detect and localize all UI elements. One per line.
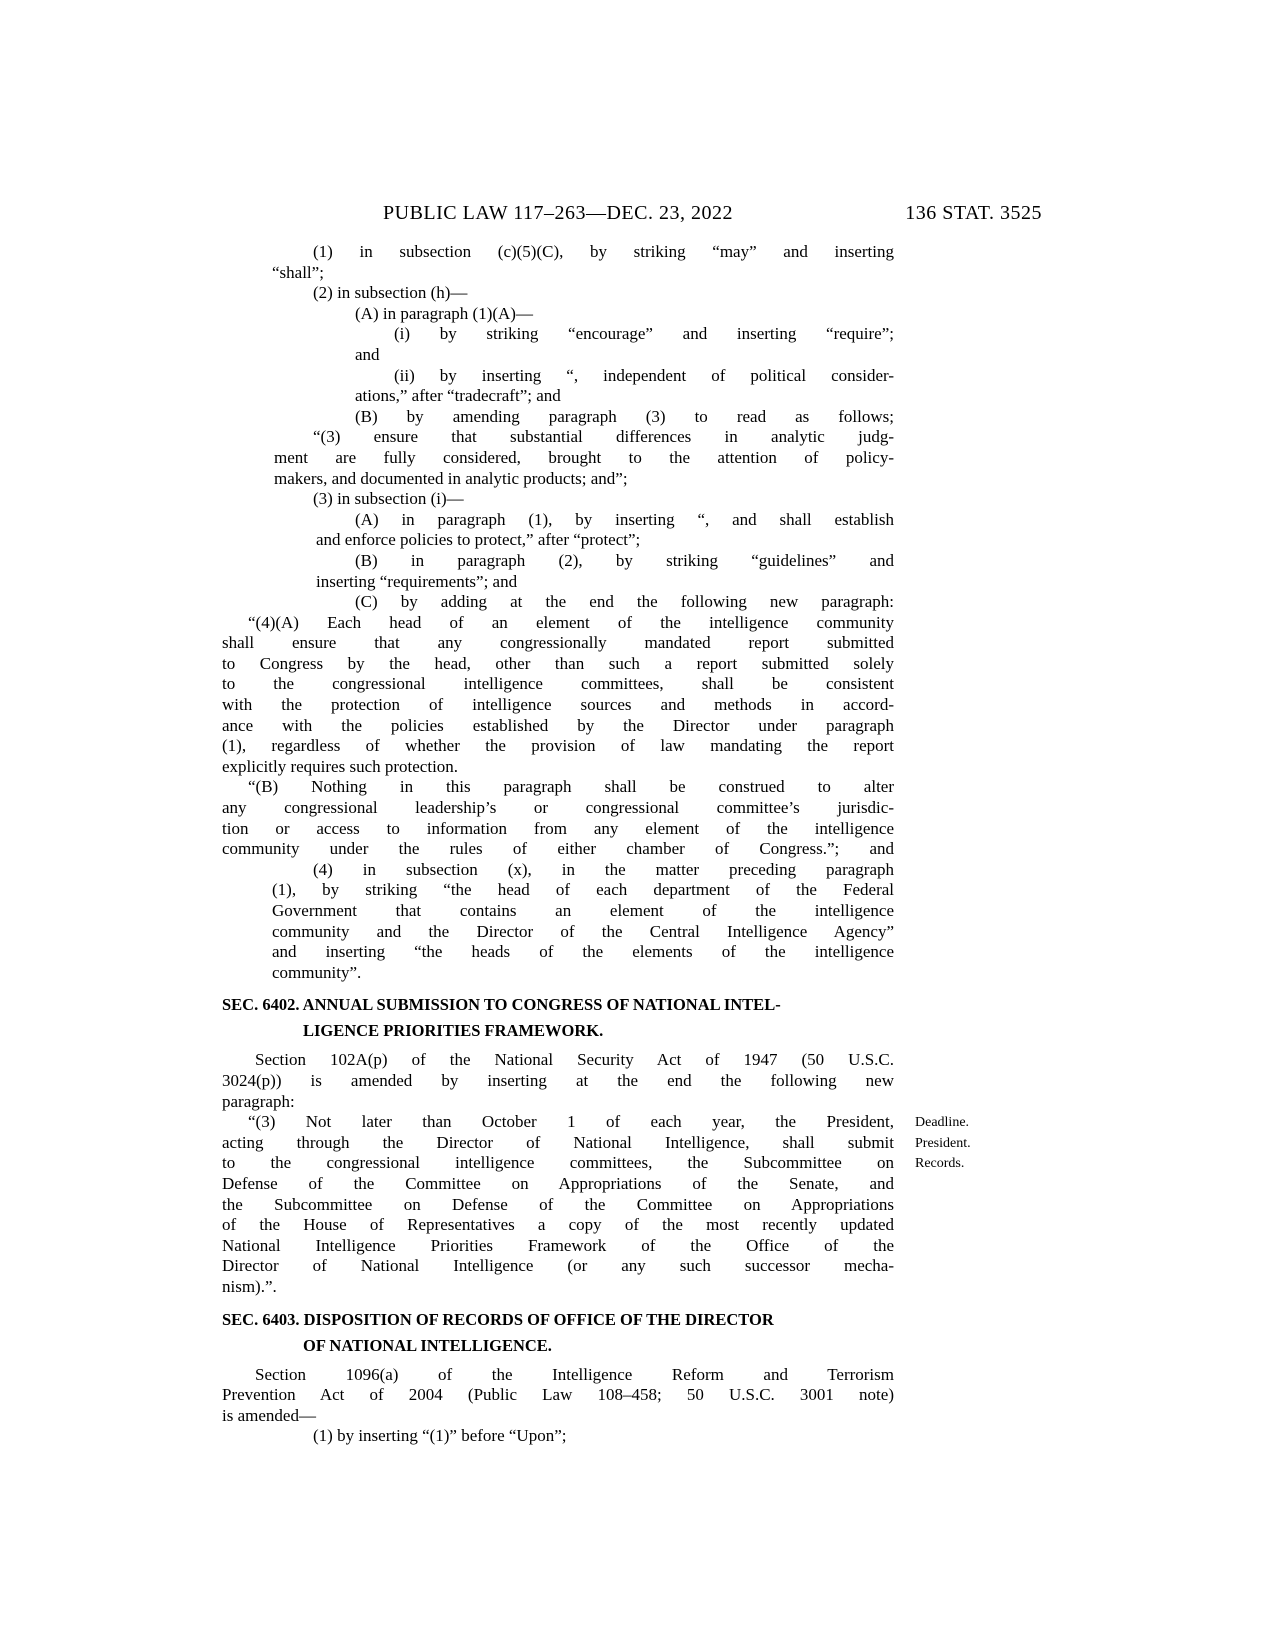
statute-text-column <box>222 242 971 1447</box>
statute-text-line: to the congressional intelligence committees, shall be consistent <box>222 674 894 694</box>
statute-text-line: (A) in paragraph (1)(A)— <box>355 303 533 323</box>
running-head <box>0 202 1275 232</box>
statute-text-line: and inserting “the heads of the elements of the intelligence <box>272 942 894 962</box>
statute-text-line: Section 102A(p) of the National Security Act of 1947 (50 U.S.C. <box>255 1050 894 1070</box>
statute-text-line: ations,” after “tradecraft”; and <box>355 386 561 406</box>
statute-paragraph <box>222 324 894 365</box>
statute-text-line: Defense of the Committee on Appropriations of the Senate, and <box>222 1173 894 1193</box>
statute-paragraph <box>222 592 894 613</box>
statute-text-line: Section 1096(a) of the Intelligence Reform and Terrorism <box>255 1364 894 1384</box>
section-heading <box>222 992 894 1044</box>
section-heading-line: SEC. 6402. ANNUAL SUBMISSION TO CONGRESS OF NATIONAL INTEL- <box>222 995 781 1015</box>
statute-text-line: (1), by striking “the head of each department of the Federal <box>272 880 894 900</box>
law-title: PUBLIC LAW 117–263—DEC. 23, 2022 <box>383 202 733 224</box>
statute-text-line: and enforce policies to protect,” after “protect”; <box>316 530 641 550</box>
statute-paragraph <box>222 860 894 984</box>
statute-paragraph <box>222 1365 894 1427</box>
statute-text-line: community and the Director of the Central Intelligence Agency” <box>272 921 894 941</box>
statute-text-line: the Subcommittee on Defense of the Committee on Appropriations <box>222 1194 894 1214</box>
statute-text-line: with the protection of intelligence sources and methods in accord- <box>222 695 894 715</box>
statute-text-line: 3024(p)) is amended by inserting at the end the following new <box>222 1070 894 1090</box>
statute-text-line: (1) in subsection (c)(5)(C), by striking “may” and inserting <box>313 242 894 261</box>
statute-text-line: (4) in subsection (x), in the matter preceding paragraph <box>313 859 894 879</box>
statute-text-line: Director of National Intelligence (or any such successor mecha- <box>222 1256 894 1276</box>
statute-text-line: paragraph: <box>222 1091 295 1111</box>
statute-text-line: nism).”. <box>222 1276 277 1296</box>
statute-paragraph <box>222 510 894 551</box>
statute-text-line: “(3) Not later than October 1 of each year, the President, <box>248 1112 894 1132</box>
section-heading <box>222 1307 894 1359</box>
statute-text-line: ance with the policies established by the Director under paragraph <box>222 715 894 735</box>
statute-paragraph <box>222 613 894 778</box>
statute-text-line: (2) in subsection (h)— <box>313 283 468 303</box>
statute-text-line: is amended— <box>222 1405 316 1425</box>
statute-text-line: (B) in paragraph (2), by striking “guidelines” and <box>355 550 894 570</box>
statute-text-line: makers, and documented in analytic products; and”; <box>274 468 628 488</box>
statute-text-line: (1), regardless of whether the provision of law mandating the report <box>222 736 894 756</box>
statute-text-line: (B) by amending paragraph (3) to read as follows; <box>355 406 894 426</box>
statute-text-line: (3) in subsection (i)— <box>313 489 464 509</box>
statute-text-line: to Congress by the head, other than such a report submitted solely <box>222 653 894 673</box>
statute-paragraph <box>222 304 894 325</box>
statute-text-line: community under the rules of either chamber of Congress.”; and <box>222 839 894 859</box>
statute-text-line: of the House of Representatives a copy of the most recently updated <box>222 1215 894 1235</box>
statute-text-line: “(4)(A) Each head of an element of the intelligence community <box>248 612 894 632</box>
statute-text-line: “(B) Nothing in this paragraph shall be construed to alter <box>248 777 894 797</box>
statute-text-line: shall ensure that any congressionally mandated report submitted <box>222 633 894 653</box>
stat-page-number: 136 STAT. 3525 <box>905 202 1042 224</box>
statute-paragraph <box>222 366 894 407</box>
statute-text-line: National Intelligence Priorities Framework of the Office of the <box>222 1235 894 1255</box>
statute-text-line: to the congressional intelligence committees, the Subcommittee on <box>222 1153 894 1173</box>
statute-paragraph <box>222 489 894 510</box>
statute-paragraph <box>222 1112 971 1297</box>
margin-note: President. <box>915 1135 971 1151</box>
statute-text-line: ment are fully considered, brought to the attention of policy- <box>274 447 894 467</box>
statute-text-line: and <box>355 344 380 364</box>
statute-text-line: (ii) by inserting “, independent of political consider- <box>394 365 894 385</box>
statute-text-line: Prevention Act of 2004 (Public Law 108–458; 50 U.S.C. 3001 note) <box>222 1385 894 1405</box>
statute-text-line: acting through the Director of National Intelligence, shall submit <box>222 1132 894 1152</box>
statute-paragraph <box>222 1050 894 1112</box>
statute-text-line: Government that contains an element of the intelligence <box>272 901 894 920</box>
statute-paragraph <box>222 242 894 283</box>
margin-notes <box>915 1113 1045 1175</box>
statute-paragraph <box>222 777 894 859</box>
section-heading-line: OF NATIONAL INTELLIGENCE. <box>303 1335 552 1355</box>
statute-paragraph <box>222 1426 894 1447</box>
statute-text-line: tion or access to information from any element of the intelligence <box>222 818 894 838</box>
statute-paragraph <box>222 427 894 489</box>
statute-paragraph <box>222 283 894 304</box>
statute-text-line: (i) by striking “encourage” and inserting “require”; <box>394 324 894 344</box>
margin-note: Records. <box>915 1156 965 1172</box>
statute-text-line: community”. <box>272 962 362 982</box>
section-heading-line: LIGENCE PRIORITIES FRAMEWORK. <box>303 1021 604 1041</box>
statute-text-line: (C) by adding at the end the following new paragraph: <box>355 592 894 612</box>
statute-paragraph <box>222 551 894 592</box>
statute-text-line: “(3) ensure that substantial differences in analytic judg- <box>313 427 894 447</box>
statute-paragraph <box>222 407 894 428</box>
statute-text-line: (1) by inserting “(1)” before “Upon”; <box>313 1426 567 1446</box>
statute-text-line: inserting “requirements”; and <box>316 571 518 591</box>
statute-text-line: “shall”; <box>272 262 324 282</box>
statute-text-line: explicitly requires such protection. <box>222 756 459 776</box>
margin-note: Deadline. <box>915 1115 970 1131</box>
statute-text-line: (A) in paragraph (1), by inserting “, and shall establish <box>355 509 894 529</box>
section-heading-line: SEC. 6403. DISPOSITION OF RECORDS OF OFFICE OF THE DIRECTOR <box>222 1309 774 1329</box>
statute-text-line: any congressional leadership’s or congressional committee’s jurisdic- <box>222 798 894 818</box>
